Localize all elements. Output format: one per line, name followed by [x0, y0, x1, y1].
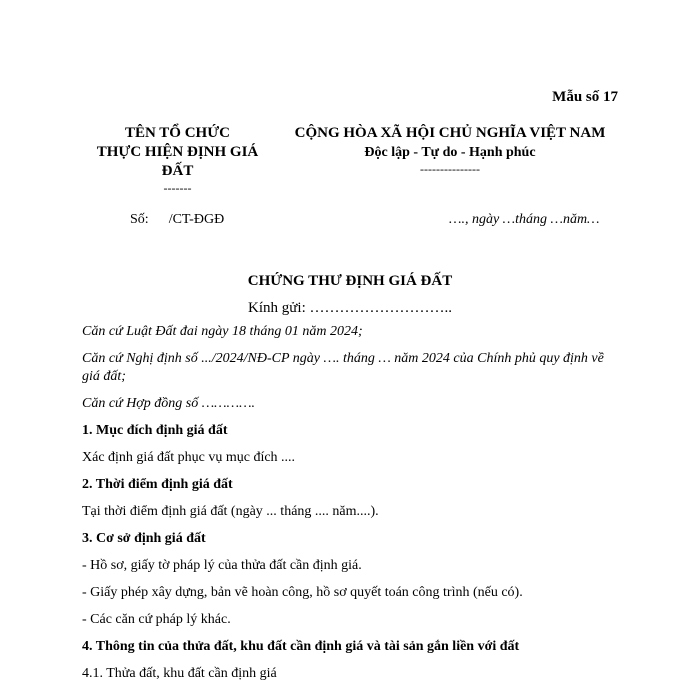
doc-number-label: Số:	[130, 212, 149, 227]
section-heading: 2. Thời điểm định giá đất	[82, 477, 233, 492]
org-divider: -------	[163, 181, 192, 195]
nation-motto: Độc lập - Tự do - Hạnh phúc	[364, 145, 536, 160]
paragraph: Xác định giá đất phục vụ mục đích ....	[82, 450, 296, 465]
national-header	[270, 124, 630, 176]
document-number	[130, 212, 224, 228]
section-heading: 3. Cơ sở định giá đất	[82, 531, 206, 546]
form-number: Mẫu số 17	[552, 89, 618, 105]
paragraph: Căn cứ Nghị định số .../2024/NĐ-CP ngày …. tháng … năm 2024 của Chính phủ quy định về giá đất;	[82, 351, 604, 384]
nation-title: CỘNG HÒA XÃ HỘI CHỦ NGHĨA VIỆT NAM	[294, 125, 606, 141]
paragraph: - Các căn cứ pháp lý khác.	[82, 612, 231, 627]
document-title: CHỨNG THƯ ĐỊNH GIÁ ĐẤT	[247, 273, 453, 289]
section-heading: 1. Mục đích định giá đất	[82, 423, 228, 438]
org-line-1: TÊN TỔ CHỨC	[124, 125, 230, 141]
paragraph: Căn cứ Luật Đất đai ngày 18 tháng 01 năm 2024;	[82, 324, 363, 339]
paragraph: Căn cứ Hợp đồng số ………….	[82, 396, 256, 411]
paragraph: 4.1. Thửa đất, khu đất cần định giá	[82, 666, 277, 681]
recipient-line: Kính gửi: ………………………..	[248, 300, 452, 316]
paragraph: Tại thời điểm định giá đất (ngày ... tháng .... năm....).	[82, 504, 379, 519]
doc-number-value: /CT-ĐGĐ	[168, 212, 225, 227]
section-heading: 4. Thông tin của thửa đất, khu đất cần định giá và tài sản gắn liền với đất	[82, 639, 520, 654]
date-line: …., ngày …tháng …năm…	[449, 212, 600, 227]
paragraph: - Hồ sơ, giấy tờ pháp lý của thửa đất cần định giá.	[82, 558, 362, 573]
document-body	[82, 323, 622, 692]
org-line-2: THỰC HIỆN ĐỊNH GIÁ	[96, 144, 259, 160]
paragraph: - Giấy phép xây dựng, bản vẽ hoàn công, hồ sơ quyết toán công trình (nếu có).	[82, 585, 523, 600]
organization-header	[90, 124, 265, 195]
nation-divider: ---------------	[420, 162, 480, 176]
org-line-3: ĐẤT	[161, 163, 194, 179]
